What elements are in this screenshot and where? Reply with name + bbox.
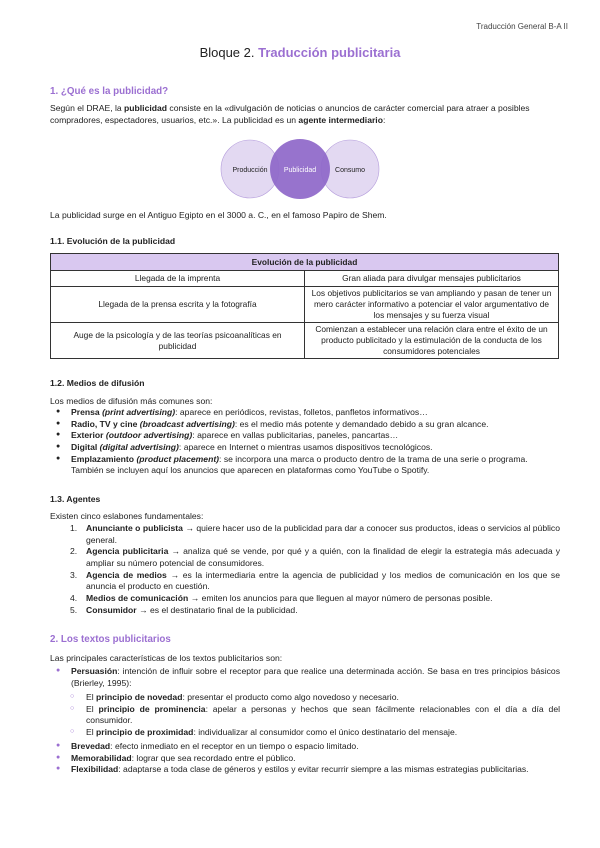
venn-label-consumo: Consumo <box>335 167 365 174</box>
features-list <box>50 741 560 776</box>
list-item: ○ El principio de novedad: presentar el producto como algo novedoso y necesario. <box>50 692 560 704</box>
table-cell: Gran aliada para divulgar mensajes publicitarios <box>305 271 559 287</box>
title-accent: Traducción publicitaria <box>258 45 401 60</box>
list-item: ● Memorabilidad: lograr que sea recordado entre el público. <box>50 753 560 765</box>
agents-list <box>50 523 560 617</box>
list-item: ● Emplazamiento (product placement): se incorpora una marca o producto dentro de la trama de una serie o programa. También se incluyen aquí los anuncios que aparecen en plataformas como YouTube o Spotify. <box>50 454 560 477</box>
venn-label-publicidad: Publicidad <box>283 167 317 174</box>
venn-diagram <box>218 137 383 201</box>
agents-intro: Existen cinco eslabones fundamentales: <box>50 511 204 521</box>
list-item: ● Radio, TV y cine (broadcast advertising): es el medio más potente y demandado debido a su gran alcance. <box>50 419 560 431</box>
section-2-heading: 2. Los textos publicitarios <box>50 634 171 645</box>
term-publicidad: publicidad <box>124 103 168 113</box>
list-item: ● Prensa (print advertising): aparece en periódicos, revistas, folletos, panfletos informativos… <box>50 407 560 419</box>
media-intro: Los medios de difusión más comunes son: <box>50 396 213 406</box>
definition-paragraph: Según el DRAE, la publicidad consiste en la «divulgación de noticias o anuncios de carácter comercial para atraer a posibles compradores, espectadores, usuarios, etc.». La publicidad es un agente intermediario: <box>50 103 530 125</box>
table-row <box>51 271 559 287</box>
section-1-3-heading: 1.3. Agentes <box>50 494 101 504</box>
media-list <box>50 407 560 477</box>
principles-list <box>50 692 560 739</box>
list-item: ● Brevedad: efecto inmediato en el receptor en un tiempo o espacio limitado. <box>50 741 560 753</box>
page-title <box>0 44 600 62</box>
section-1-2-heading: 1.2. Medios de difusión <box>50 378 145 388</box>
venn-label-produccion: Producción <box>232 167 268 174</box>
features-intro: Las principales características de los textos publicitarios son: <box>50 653 283 663</box>
title-prefix: Bloque 2. <box>199 45 259 60</box>
list-item: 5. Consumidor → es el destinatario final de la publicidad. <box>70 604 298 615</box>
list-item: 3. Agencia de medios → es la intermediaria entre la agencia de publicidad y los medios de comunicación en los que se anuncia el producto en cuestión. <box>70 569 560 592</box>
list-item: ○ El principio de prominencia: apelar a personas y hechos que sean fácilmente relacionables con el día a día del consumidor. <box>50 704 560 727</box>
table-cell: Llegada de la prensa escrita y la fotografía <box>51 287 305 323</box>
list-item: ● Digital (digital advertising): aparece en Internet o mientras usamos dispositivos tecnológicos. <box>50 442 560 454</box>
table-cell: Comienzan a establecer una relación clara entre el éxito de un producto publicitado y la estimulación de la conducta de los consumidores potenciales <box>305 323 559 359</box>
table-title: Evolución de la publicidad <box>51 254 559 271</box>
table-cell: Auge de la psicología y de las teorías psicoanalíticas en publicidad <box>51 323 305 359</box>
section-1-heading: 1. ¿Qué es la publicidad? <box>50 86 169 97</box>
origin-paragraph: La publicidad surge en el Antiguo Egipto en el 3000 a. C., en el famoso Papiro de Shem. <box>50 210 387 220</box>
list-item: ● Persuasión: intención de influir sobre el receptor para que realice una determinada acción. Se basa en tres principios básicos (Brierley, 1995): <box>50 666 560 689</box>
persuasion-list <box>50 666 560 689</box>
list-item: 2. Agencia publicitaria → analiza qué se vende, por qué y a quién, con la finalidad de elegir la estrategia más adecuada y ampliar su número potencial de consumidores. <box>70 546 560 569</box>
table-row <box>51 323 559 359</box>
section-1-1-heading: 1.1. Evolución de la publicidad <box>50 236 176 246</box>
table-cell: Llegada de la imprenta <box>51 271 305 287</box>
evolution-table <box>50 253 559 359</box>
course-header: Traducción General B-A II <box>476 22 568 31</box>
list-item: 1. Anunciante o publicista → quiere hacer uso de la publicidad para dar a conocer sus productos, ideas o servicios al público general. <box>70 523 560 545</box>
list-item: ● Flexibilidad: adaptarse a toda clase de géneros y estilos y evitar recurrir siempre a las mismas estrategias publicitarias. <box>50 764 560 776</box>
list-item: ○ El principio de proximidad: individualizar al consumidor como el único destinatario del mensaje. <box>50 727 560 739</box>
table-row <box>51 287 559 323</box>
term-agente-intermediario: agente intermediario <box>298 114 383 125</box>
list-item: 4. Medios de comunicación → emiten los anuncios para que lleguen al mayor número de personas posible. <box>70 593 493 604</box>
table-cell: Los objetivos publicitarios se van ampliando y pasan de tener un mero carácter informativo a potenciar el valor argumentativo de los mensajes y su fuerza visual <box>305 287 559 323</box>
list-item: ● Exterior (outdoor advertising): aparece en vallas publicitarias, paneles, pancartas… <box>50 430 560 442</box>
